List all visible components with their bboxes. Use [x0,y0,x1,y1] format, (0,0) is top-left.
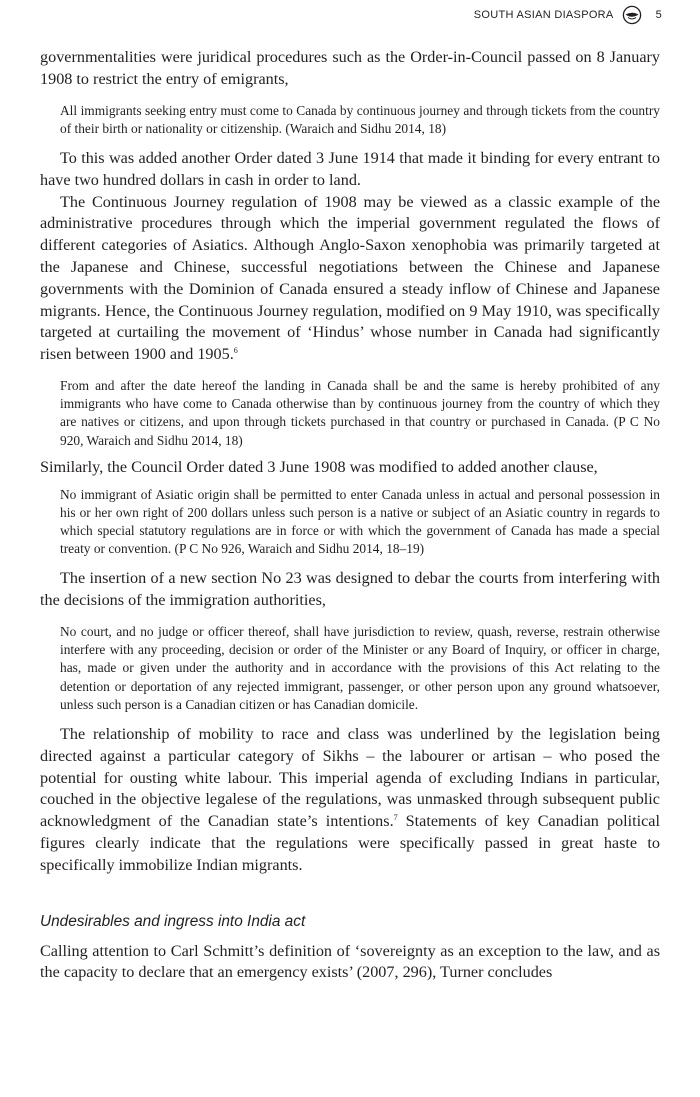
paragraph: Calling attention to Carl Schmitt’s definition of ‘sovereignty as an exception to the law, and as the capacity to declare that an emergency exists’ (2007, 296), Turner concludes [40,941,660,982]
paragraph: The insertion of a new section No 23 was designed to debar the courts from interfering with the decisions of the immigration authorities, [40,569,660,610]
article-body [40,47,660,984]
block-quote: No immigrant of Asiatic origin shall be permitted to enter Canada unless in actual and personal possession in his or her own right of 200 dollars unless such person is a native or subject of an Asiatic country in regards to which special statutory regulations are in force or with which the government of Canada has made a special treaty or convention. (P C No 926, Waraich and Sidhu 2014, 18–19) [60,486,660,557]
running-title: SOUTH ASIAN DIASPORA [473,9,614,21]
paragraph-text: Statements of key Canadian political figures clearly indicate that the regulations were specifically passed in great haste to specifically immobilize Indian migrants. [40,812,660,874]
paragraph [40,192,660,366]
footnote-marker: 6 [233,346,238,356]
block-quote: No court, and no judge or officer thereof, shall have jurisdiction to review, quash, reverse, restrain otherwise interfere with any proceeding, decision or order of the Minister or any Board of Inquiry, or officer in charge, has, made or given under the authority and in accordance with the provisions of this Act relating to the detention or deportation of any rejected immigrant, passenger, or other person upon any ground whatsoever, unless such person is a Canadian citizen or has Canadian domicile. [60,623,660,712]
block-quote: All immigrants seeking entry must come to Canada by continuous journey and through tickets from the country of their birth or nationality or citizenship. (Waraich and Sidhu 2014, 18) [60,102,660,136]
paragraph-text: The Continuous Journey regulation of 1908 may be viewed as a classic example of the administrative procedures through which the imperial government regulated the flows of different categories of Asiatics. Although Anglo-Saxon xenophobia was primarily targeted at the Japanese and Chinese, successful negotiations between the Chinese and Japanese governments with the Dominion of Canada ensured a steady inflow of Chinese and Japanese migrants. Hence, the Continuous Journey regulation, modified on 9 May 1910, was specifically targeted at curtailing the movement of ‘Hindus’ whose number in Canada had significantly risen between 1900 and 1905. [40,192,660,364]
footnote-marker: 7 [393,813,398,823]
section-heading: Undesirables and ingress into India act [40,912,306,930]
paragraph: To this was added another Order dated 3 June 1914 that made it binding for every entrant to have two hundred dollars in cash in order to land. [40,149,660,189]
journal-logo-icon [622,5,642,25]
block-quote: From and after the date hereof the landing in Canada shall be and the same is hereby prohibited of any immigrants who have come to Canada otherwise than by continuous journey from the country of which they are natives or citizens, and upon through tickets purchased in that country or purchased in Canada. (P C No 920, Waraich and Sidhu 2014, 18) [60,377,660,448]
running-header [474,4,662,26]
paragraph [40,724,660,877]
paragraph-text: The relationship of mobility to race and class was underlined by the legislation being directed against a particular category of Sikhs – the labourer or artisan – who posed the potential for ousting white labour. This imperial agenda of excluding Indians in particular, couched in the objective legalese of the regulations, was unmasked through subsequent public acknowledgment of the Canadian state’s intentions. [40,725,660,831]
paragraph: governmentalities were juridical procedures such as the Order-in-Council passed on 8 January 1908 to restrict the entry of emigrants, [40,48,660,88]
paragraph: Similarly, the Council Order dated 3 June 1908 was modified to added another clause, [40,457,598,476]
page-number: 5 [655,9,662,21]
